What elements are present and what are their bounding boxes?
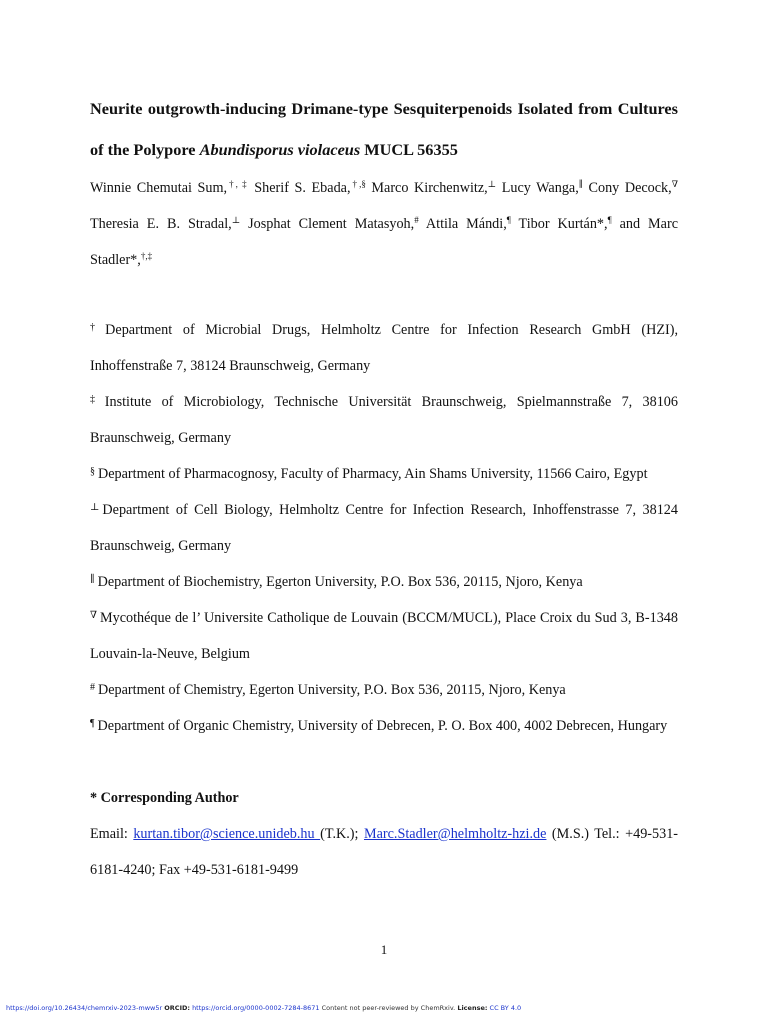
author: Tibor Kurtán*,¶ [510,215,612,232]
chemrxiv-footer [6,1004,521,1012]
email-link-stadler[interactable]: Marc.Stadler@helmholtz-hzi.de [363,826,547,842]
author: Winnie Chemutai Sum,†, ‡ [90,179,249,196]
license-link[interactable]: CC BY 4.0 [489,1004,522,1012]
author: Marco Kirchenwitz,⊥ [365,179,497,196]
title-strain: MUCL 56355 [360,140,458,159]
document-page [90,88,678,888]
license-label: License: [457,1004,488,1012]
orcid-label: ORCID: [164,1004,190,1012]
affiliation: ∥ Department of Biochemistry, Egerton University, P.O. Box 536, 20115, Njoro, Kenya [90,574,583,590]
affiliation: ∇ Mycothéque de l’ Universite Catholique de Louvain (BCCM/MUCL), Place Croix du Sud 3, B-1348 Louvain-la-Neuve, Belgium [90,610,678,662]
affiliation: ‡ Institute of Microbiology, Technische Universität Braunschweig, Spielmannstraße 7, 38106 Braunschweig, Germany [90,394,678,446]
affiliation: # Department of Chemistry, Egerton University, P.O. Box 536, 20115, Njoro, Kenya [90,682,566,698]
orcid-link[interactable]: https://orcid.org/0000-0002-7284-8671 [192,1004,320,1012]
title-text: Neurite outgrowth-inducing Drimane-type Sesquiterpenoids Isolated from Cultures of the Polypore [90,99,678,159]
title-species: Abundisporus violaceus [199,140,361,159]
author: Sherif S. Ebada,†,§ [248,179,366,196]
corresponding-heading: * Corresponding Author [90,790,239,806]
affiliation-list [90,312,678,744]
author: Josphat Clement Matasyoh,# [240,215,419,232]
author: Theresia E. B. Stradal,⊥ [90,215,241,232]
page-number: 1 [380,942,388,957]
email-link-kurtan[interactable]: kurtan.tibor@science.unideb.hu [133,826,321,842]
author: Cony Decock,∇ [582,179,678,196]
author: Lucy Wanga,∥ [496,179,583,196]
author: and Marc Stadler*,†,‡ [90,216,678,268]
doi-link[interactable]: https://doi.org/10.26434/chemrxiv-2023-mww5r [6,1004,163,1012]
paper-title [90,88,678,170]
author: Attila Mándi,¶ [418,215,511,232]
affiliation: ¶ Department of Organic Chemistry, University of Debrecen, P. O. Box 400, 4002 Debrecen, Hungary [90,718,668,734]
peer-review-note: Content not peer-reviewed by ChemRxiv. [321,1004,456,1012]
affiliation: ⊥ Department of Cell Biology, Helmholtz Centre for Infection Research, Inhoffenstrasse 7, 38124 Braunschweig, Germany [90,502,678,554]
corresponding-author-section [90,780,678,888]
author-list [90,170,678,278]
affiliation: † Department of Microbial Drugs, Helmholtz Centre for Infection Research GmbH (HZI), Inhoffenstraße 7, 38124 Braunschweig, Germany [90,322,678,374]
contact-line: Email: kurtan.tibor@science.unideb.hu (T.K.); Marc.Stadler@helmholtz-hzi.de (M.S.) Tel.: +49-531-6181-4240; Fax +49-531-6181-9499 [90,826,679,878]
affiliation: § Department of Pharmacognosy, Faculty of Pharmacy, Ain Shams University, 11566 Cairo, Egypt [90,466,648,482]
